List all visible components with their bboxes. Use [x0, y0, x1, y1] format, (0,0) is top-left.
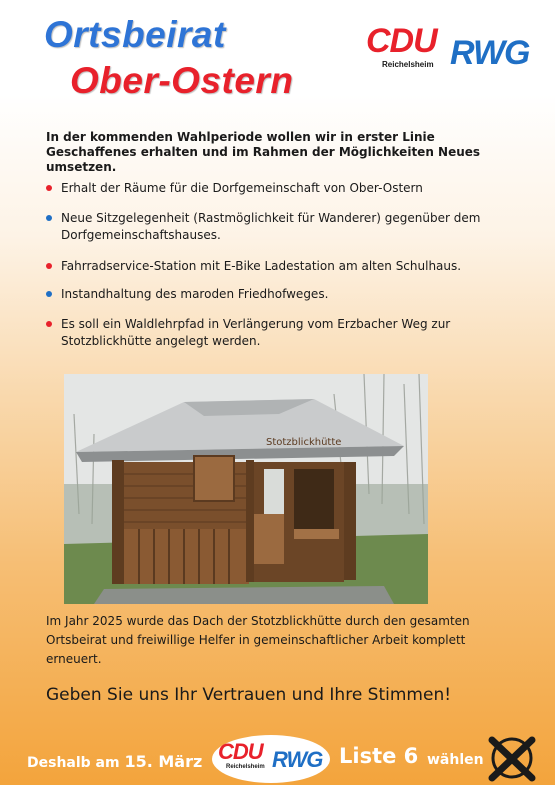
- bullet-dot-icon: [46, 185, 52, 191]
- hut-photo: [64, 374, 428, 604]
- logo-rwg-text: RWG: [450, 34, 530, 72]
- bullet-dot-icon: [46, 215, 52, 221]
- photo-caption: Im Jahr 2025 wurde das Dach der Stotzblickhütte durch den gesamten Ortsbeirat und freiwillige Helfer in gemeinschaftlicher Arbeit komplett erneuert.: [46, 614, 470, 666]
- logo-subtext: Reichelsheim: [226, 764, 265, 770]
- list-item-text: Fahrradservice-Station mit E-Bike Ladestation am alten Schulhaus.: [61, 259, 462, 273]
- list-item: [46, 258, 516, 275]
- logo-rwg-text: RWG: [272, 747, 323, 772]
- ballot-cross-icon: [486, 734, 538, 782]
- list-item: [46, 180, 516, 197]
- bullet-dot-icon: [46, 321, 52, 327]
- footer-vote-text: wählen: [427, 752, 484, 768]
- logo-cdu-text: CDU: [366, 22, 437, 60]
- bullet-dot-icon: [46, 291, 52, 297]
- hut-illustration: [64, 374, 428, 604]
- hut-sign-text: Stotzblickhütte: [266, 437, 342, 448]
- footer-prefix: Deshalb am: [27, 755, 120, 771]
- footer-list-number: Liste 6: [339, 744, 419, 768]
- footer: [0, 730, 555, 785]
- list-item: [46, 286, 516, 303]
- title-line-2: Ober-Ostern: [70, 60, 294, 101]
- logo-cdu-text: CDU: [218, 739, 263, 764]
- party-logo-bottom: [212, 735, 330, 783]
- title-line-1: Ortsbeirat: [44, 14, 226, 55]
- footer-date: 15. März: [124, 752, 203, 771]
- party-logo-top: [358, 16, 548, 88]
- list-item-text: Neue Sitzgelegenheit (Rastmöglichkeit für Wanderer) gegenüber dem Dorfgemeinschaftshauses.: [61, 211, 481, 242]
- intro-text: In der kommenden Wahlperiode wollen wir in erster Linie Geschaffenes erhalten und im Rahmen der Möglichkeiten Neues umsetzen.: [46, 130, 481, 174]
- appeal-text: Geben Sie uns Ihr Vertrauen und Ihre Stimmen!: [46, 685, 452, 705]
- list-item: [46, 316, 516, 350]
- footer-left-text: [27, 752, 202, 771]
- logo-subtext: Reichelsheim: [382, 60, 434, 69]
- list-item-text: Instandhaltung des maroden Friedhofweges.: [61, 287, 329, 301]
- list-item-text: Erhalt der Räume für die Dorfgemeinschaft von Ober-Ostern: [61, 181, 423, 195]
- bullet-dot-icon: [46, 263, 52, 269]
- list-item: [46, 210, 516, 244]
- list-item-text: Es soll ein Waldlehrpfad in Verlängerung vom Erzbacher Weg zur Stotzblickhütte angelegt werden.: [61, 317, 451, 348]
